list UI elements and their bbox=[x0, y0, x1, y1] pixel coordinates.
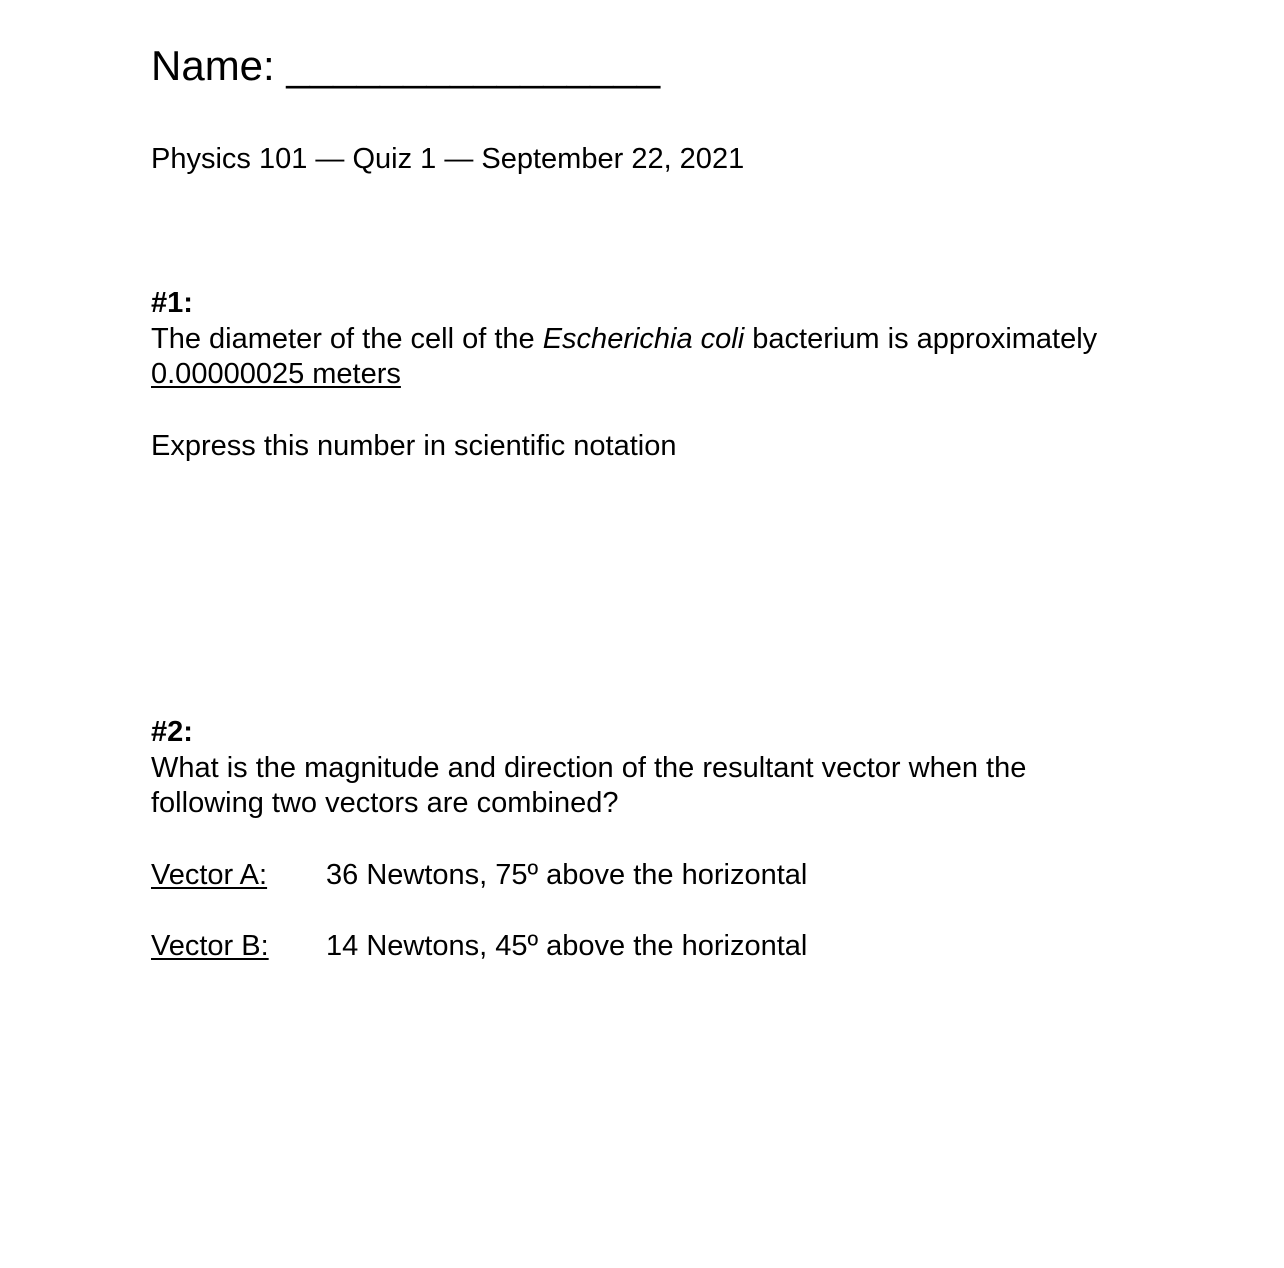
question-1-value: 0.00000025 meters bbox=[151, 358, 401, 390]
vector-b-label: Vector B: bbox=[151, 930, 269, 962]
quiz-subtitle: Physics 101 — Quiz 1 — September 22, 2021 bbox=[151, 143, 745, 175]
question-2-heading: #2: bbox=[151, 716, 193, 748]
vector-a-label: Vector A: bbox=[151, 859, 268, 891]
question-1-text bbox=[151, 325, 1097, 354]
vector-b-value: 14 Newtons, 45º above the horizontal bbox=[326, 930, 808, 962]
question-1-italic-term: Escherichia coli bbox=[542, 323, 745, 355]
vector-a-value: 36 Newtons, 75º above the horizontal bbox=[326, 859, 808, 891]
question-1-instruction: Express this number in scientific notation bbox=[151, 430, 677, 462]
question-1-text-after: bacterium is approximately bbox=[744, 323, 1098, 355]
question-2-line-1: What is the magnitude and direction of the resultant vector when the bbox=[151, 752, 1027, 784]
name-label: Name: bbox=[151, 42, 275, 89]
question-1-text-before: The diameter of the cell of the bbox=[151, 323, 543, 355]
name-field bbox=[151, 42, 661, 89]
name-blank: ________________ bbox=[286, 42, 661, 89]
question-1-heading: #1: bbox=[151, 287, 193, 319]
question-2-line-2: following two vectors are combined? bbox=[151, 787, 619, 819]
